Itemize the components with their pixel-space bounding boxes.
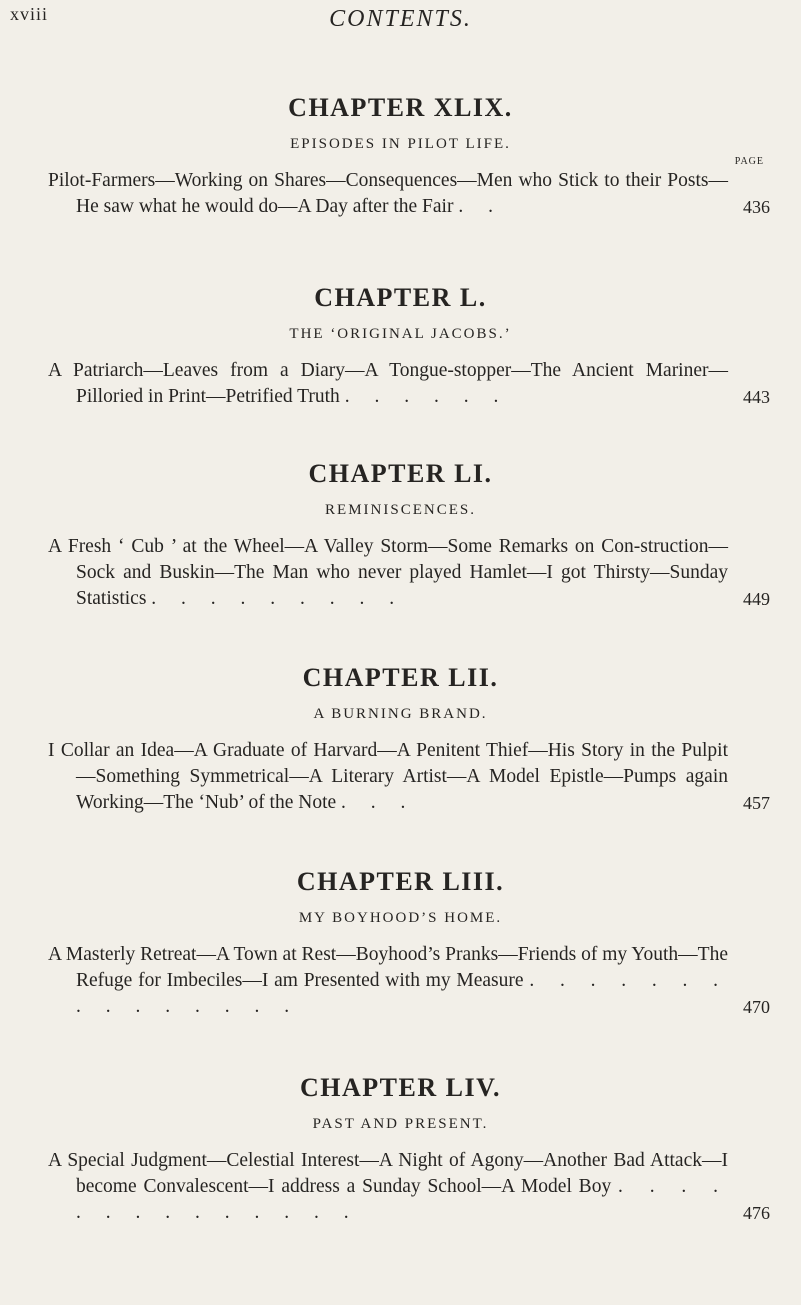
- contents-entry: [0, 1148, 801, 1226]
- dot-leader: . . . . . . . . .: [151, 588, 405, 609]
- chapter-54: [0, 1072, 801, 1226]
- contents-entry: [0, 358, 801, 410]
- running-title: CONTENTS.: [329, 6, 472, 32]
- dot-leader: . . . . . . . . . . . . . .: [76, 1176, 729, 1223]
- page-number: 436: [743, 197, 770, 217]
- chapter-53: [0, 866, 801, 1020]
- dot-leader: . .: [458, 196, 503, 217]
- chapter-51: [0, 458, 801, 612]
- dot-leader: . . . . . .: [344, 386, 509, 407]
- page-number: 476: [743, 1203, 770, 1223]
- running-head: [0, 4, 801, 34]
- contents-entry: [0, 156, 801, 220]
- entry-text: A Special Judgment—Celestial Interest—A Night of Agony—Another Bad Attack—I become Convalescent—I address a Sunday School—A Model Boy: [48, 1150, 728, 1197]
- chapter-title: CHAPTER LIII.: [296, 867, 505, 896]
- chapter-52: [0, 662, 801, 816]
- chapter-subtitle: EPISODES IN PILOT LIFE.: [290, 136, 511, 152]
- page-number: 470: [743, 997, 770, 1017]
- chapter-subtitle: MY BOYHOOD’S HOME.: [298, 910, 503, 926]
- entry-text: A Fresh ‘ Cub ’ at the Wheel—A Valley Storm—Some Remarks on Con-struction—Sock and Buskin—The Man who never played Hamlet—I got Thirsty—Sunday Statistics: [48, 536, 728, 609]
- page-number: 449: [743, 589, 770, 609]
- chapter-title: CHAPTER L.: [314, 283, 487, 312]
- chapter-50: [0, 282, 801, 410]
- page-number: 457: [743, 793, 770, 813]
- chapter-subtitle: THE ‘ORIGINAL JACOBS.’: [289, 326, 512, 342]
- chapter-subtitle: A BURNING BRAND.: [313, 706, 488, 722]
- dot-leader: . . . . . . . . . . . . . . .: [76, 970, 729, 1017]
- entry-text: A Patriarch—Leaves from a Diary—A Tongue-stopper—The Ancient Mariner—Pilloried in Print—Petrified Truth: [48, 360, 728, 407]
- entry-text: Pilot-Farmers—Working on Shares—Consequences—Men who Stick to their Posts—He saw what he would do—A Day after the Fair: [48, 170, 728, 217]
- chapter-49: [0, 92, 801, 220]
- entry-text: A Masterly Retreat—A Town at Rest—Boyhood’s Pranks—Friends of my Youth—The Refuge for Imbeciles—I am Presented with my Measure: [48, 944, 728, 991]
- page-column-label: PAGE: [734, 156, 764, 167]
- contents-entry: [0, 738, 801, 816]
- chapter-title: CHAPTER LII.: [302, 663, 499, 692]
- chapter-title: CHAPTER LIV.: [299, 1073, 501, 1102]
- entry-text: I Collar an Idea—A Graduate of Harvard—A Penitent Thief—His Story in the Pulpit—Something Symmetrical—A Literary Artist—A Model Epistle—Pumps again Working—The ‘Nub’ of the Note: [48, 740, 728, 813]
- chapter-title: CHAPTER XLIX.: [288, 93, 513, 122]
- page-number: 443: [743, 387, 770, 407]
- chapter-subtitle: REMINISCENCES.: [325, 502, 476, 518]
- contents-entry: [0, 942, 801, 1020]
- page-folio: xviii: [10, 4, 49, 24]
- contents-entry: [0, 534, 801, 612]
- dot-leader: . . .: [341, 792, 416, 813]
- chapter-title: CHAPTER LI.: [308, 459, 493, 488]
- chapter-subtitle: PAST AND PRESENT.: [312, 1116, 489, 1132]
